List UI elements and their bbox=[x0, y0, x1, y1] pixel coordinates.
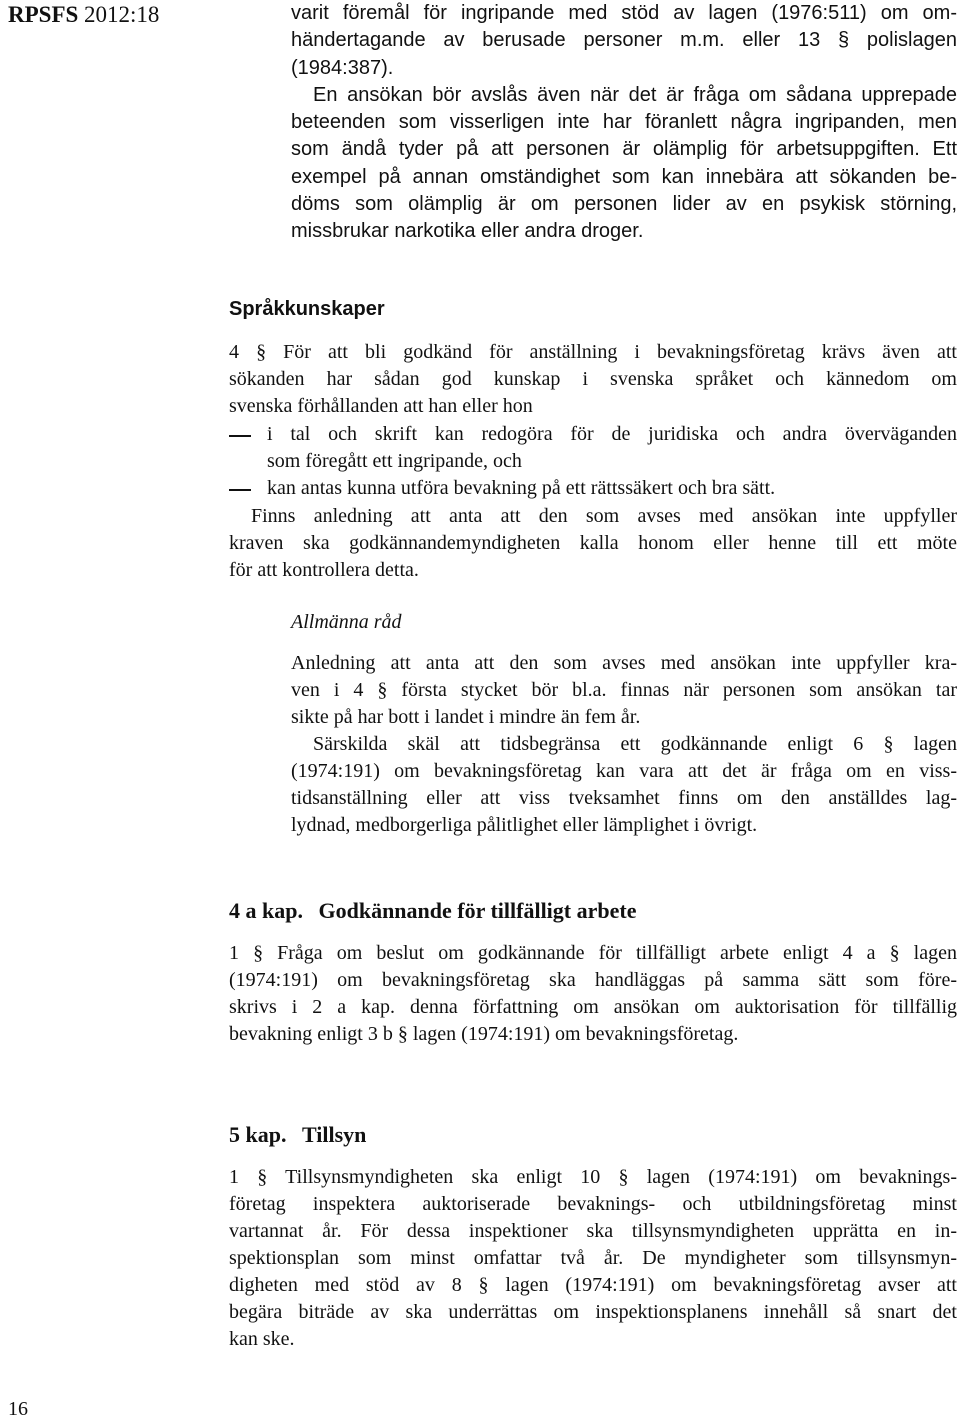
text-line: lydnad, medborgerliga pålitlighet eller lämplighet i övrigt. bbox=[291, 814, 758, 836]
text-line: beteenden som visserligen inte har föranlett några ingripanden, men bbox=[291, 111, 957, 134]
chapter-number: 5 kap. bbox=[229, 1122, 287, 1147]
text-line: En ansökan bör avslås även när det är fråga om sådana upprepade bbox=[313, 83, 957, 106]
text-line: ven i 4 § första stycket bör bl.a. finnas när personen som ansökan tar bbox=[291, 679, 957, 701]
chapter-title: Tillsyn bbox=[301, 1122, 367, 1147]
list-item bbox=[229, 421, 957, 475]
text-line: vartannat år. För dessa inspektioner ska tillsynsmyndigheten upprätta en in- bbox=[229, 1220, 957, 1242]
text-line: exempel på annan omständighet som kan innebära att sökanden be- bbox=[291, 165, 957, 188]
text-line: kan antas kunna utföra bevakning på ett rättssäkert och bra sätt. bbox=[267, 477, 776, 499]
page-number: 16 bbox=[8, 1398, 28, 1420]
list-item bbox=[229, 475, 957, 502]
finns-paragraph bbox=[229, 503, 957, 584]
chapter-heading bbox=[229, 1122, 366, 1148]
text-line: 1 § Fråga om beslut om godkännande för tillfälligt arbete enligt 4 a § lagen bbox=[229, 942, 957, 964]
chapter-4a-paragraph bbox=[229, 940, 957, 1048]
text-line: bevakning enligt 3 b § lagen (1974:191) om bevakningsföretag. bbox=[229, 1023, 739, 1045]
text-line: företag inspektera auktoriserade bevaknings- och utbildningsföretag minst bbox=[229, 1193, 957, 1215]
text-line: sikte på har bott i landet i mindre än fem år. bbox=[291, 706, 641, 728]
text-line: (1974:191) om bevakningsföretag kan vara att det är fråga om en viss- bbox=[291, 760, 957, 782]
document-reference bbox=[8, 2, 159, 28]
chapter-heading bbox=[229, 898, 636, 924]
chapter-title: Godkännande för tillfälligt arbete bbox=[318, 898, 637, 923]
text-line: svenska förhållanden att han eller hon bbox=[229, 395, 533, 417]
text-line: spektionsplan som minst omfattar två år. De myndigheter som tillsynsmyn- bbox=[229, 1247, 957, 1269]
text-line: digheten med stöd av 8 § lagen (1974:191) om bevakningsföretag avser att bbox=[229, 1274, 957, 1296]
reference-number: 2012:18 bbox=[84, 2, 160, 27]
text-line: kraven ska godkännandemyndigheten kalla honom eller henne till ett möte bbox=[229, 532, 957, 554]
text-line: missbrukar narkotika eller andra droger. bbox=[291, 220, 644, 243]
requirement-list bbox=[229, 421, 957, 502]
text-line: Finns anledning att anta att den som avses med ansökan inte uppfyller bbox=[251, 505, 957, 527]
text-line: händertagande av berusade personer m.m. eller 13 § polislagen bbox=[291, 29, 957, 52]
intro-paragraph bbox=[291, 0, 957, 246]
text-line: Särskilda skäl att tidsbegränsa ett godkännande enligt 6 § lagen bbox=[313, 733, 957, 755]
text-line: varit föremål för ingripande med stöd av lagen (1976:511) om om- bbox=[291, 2, 957, 24]
text-line: döms som olämplig är om personen lider av en psykisk störning, bbox=[291, 193, 957, 216]
text-line: som ändå tyder på att personen är olämplig för arbetsuppgiften. Ett bbox=[291, 138, 957, 161]
text-line: begära biträde av ska underrättas om inspektionsplanens innehåll så snart det bbox=[229, 1301, 957, 1323]
section-4-paragraph bbox=[229, 339, 957, 420]
text-line: i tal och skrift kan redogöra för de juridiska och andra överväganden bbox=[267, 423, 957, 445]
text-line: 4 § För att bli godkänd för anställning i bevakningsföretag krävs även att bbox=[229, 341, 957, 363]
text-line: kan ske. bbox=[229, 1328, 295, 1350]
text-line: som föregått ett ingripande, och bbox=[267, 450, 522, 472]
chapter-number: 4 a kap. bbox=[229, 898, 303, 923]
text-line: tidsanställning eller att viss tveksamhet finns om den anställdes lag- bbox=[291, 787, 957, 809]
text-line: Anledning att anta att den som avses med ansökan inte uppfyller kra- bbox=[291, 652, 957, 674]
text-line: för att kontrollera detta. bbox=[229, 559, 419, 581]
text-line: 1 § Tillsynsmyndigheten ska enligt 10 § lagen (1974:191) om bevaknings- bbox=[229, 1166, 957, 1188]
text-line: (1974:191) om bevakningsföretag ska handläggas på samma sätt som före- bbox=[229, 969, 957, 991]
general-advice-paragraph bbox=[291, 650, 957, 839]
section-heading: Språkkunskaper bbox=[229, 298, 385, 320]
text-line: (1984:387). bbox=[291, 56, 394, 79]
chapter-5-paragraph bbox=[229, 1164, 957, 1353]
reference-series: RPSFS bbox=[8, 2, 79, 27]
text-line: sökanden har sådan god kunskap i svenska språket och kännedom om bbox=[229, 368, 957, 390]
text-line: skrivs i 2 a kap. denna författning om ansökan om auktorisation för tillfällig bbox=[229, 996, 957, 1018]
general-advice-heading: Allmänna råd bbox=[291, 611, 402, 633]
